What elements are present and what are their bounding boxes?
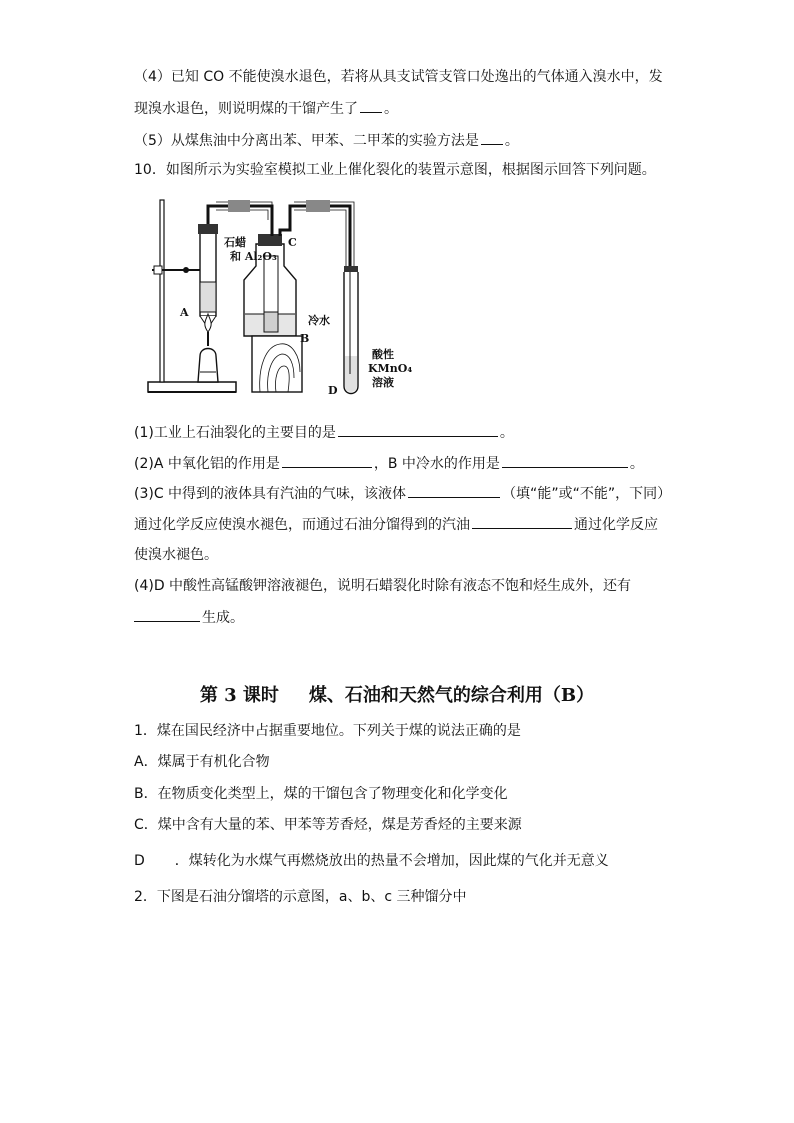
section-title [0, 681, 794, 707]
label-wax: 石蜡 [224, 236, 246, 249]
sub3-text-2b: 通过化学反应 [574, 517, 658, 533]
section-title-part2: 煤、石油和天然气的综合利用（B） [308, 685, 595, 706]
label-al2o3: 和 Al₂O₃ [230, 250, 277, 263]
sub3-line2 [134, 514, 658, 535]
q4-line2 [134, 98, 398, 119]
p1-option-d-text: ．煤转化为水煤气再燃烧放出的热量不会增加，因此煤的气化并无意义 [174, 853, 609, 869]
label-b: B [300, 332, 310, 345]
p1-option-b: B．在物质变化类型上，煤的干馏包含了物理变化和化学变化 [134, 786, 508, 802]
q5-answer-blank[interactable] [481, 130, 503, 145]
sub3-line3: 使溴水褪色。 [134, 547, 218, 563]
stand-base [148, 382, 236, 392]
label-acidic: 酸性 [372, 348, 394, 361]
label-cold-water: 冷水 [308, 314, 330, 327]
label-d: D [328, 384, 338, 397]
apparatus-diagram [140, 196, 420, 400]
sub4-line2 [134, 607, 244, 628]
p1-option-d-label: D [134, 853, 145, 869]
sub4-line1: (4)D 中酸性高锰酸钾溶液褪色，说明石蜡裂化时除有液态不饱和烃生成外，还有 [134, 578, 632, 594]
sub1-line [134, 422, 514, 443]
label-a: A [180, 306, 189, 319]
sub2-end: 。 [629, 456, 644, 472]
sub3-text-1b: （填“能”或“不能”，下同） [502, 486, 672, 502]
label-c: C [288, 236, 297, 249]
q4-answer-blank[interactable] [360, 98, 382, 113]
p1-stem: 1．煤在国民经济中占据重要地位。下列关于煤的说法正确的是 [134, 723, 521, 739]
stopper-d [344, 266, 358, 272]
sub3-answer-blank-a[interactable] [408, 483, 500, 498]
sub4-answer-blank[interactable] [134, 607, 200, 622]
sub2-line [134, 453, 644, 474]
stopper-a [198, 224, 218, 234]
label-solution: 溶液 [372, 376, 394, 389]
label-kmno4: KMnO₄ [368, 362, 413, 375]
sub3-line1 [134, 483, 671, 504]
sub1-end: 。 [499, 425, 514, 441]
q10-stem: 10．如图所示为实验室模拟工业上催化裂化的装置示意图，根据图示回答下列问题。 [134, 162, 656, 178]
sub2-text-b: ，B 中冷水的作用是 [373, 456, 500, 472]
sub2-answer-blank-a[interactable] [282, 453, 372, 468]
stand-rod [160, 200, 164, 382]
q4-line2-end: 。 [384, 101, 398, 117]
q4-line2-text: 现溴水退色，则说明煤的干馏产生了 [134, 101, 358, 117]
sub3-text-1a: (3)C 中得到的液体具有汽油的气味，该液体 [134, 486, 407, 502]
sub1-text: (1)工业上石油裂化的主要目的是 [134, 425, 336, 441]
sub4-text-2: 生成。 [202, 610, 244, 626]
section-title-part1: 第 3 课时 [199, 685, 279, 706]
q5-end: 。 [504, 133, 519, 149]
stopper-b [258, 234, 282, 246]
p1-option-c: C．煤中含有大量的苯、甲苯等芳香烃，煤是芳香烃的主要来源 [134, 817, 522, 833]
q5-text: （5）从煤焦油中分离出苯、甲苯、二甲苯的实验方法是 [134, 133, 479, 149]
q5-line [134, 130, 519, 151]
p1-option-a: A．煤属于有机化合物 [134, 754, 270, 770]
p2-stem: 2．下图是石油分馏塔的示意图，a、b、c 三种馏分中 [134, 889, 467, 905]
alcohol-lamp [198, 349, 218, 383]
sub2-answer-blank-b[interactable] [502, 453, 628, 468]
sub3-text-2a: 通过化学反应使溴水褪色，而通过石油分馏得到的汽油 [134, 517, 470, 533]
sub3-answer-blank-b[interactable] [472, 514, 572, 529]
sub2-text-a: (2)A 中氧化铝的作用是 [134, 456, 280, 472]
p1-option-d [134, 851, 609, 871]
q4-line1: （4）已知 CO 不能使溴水退色，若将从具支试管支管口处逸出的气体通入溴水中，发 [134, 69, 663, 85]
sub1-answer-blank[interactable] [338, 422, 498, 437]
